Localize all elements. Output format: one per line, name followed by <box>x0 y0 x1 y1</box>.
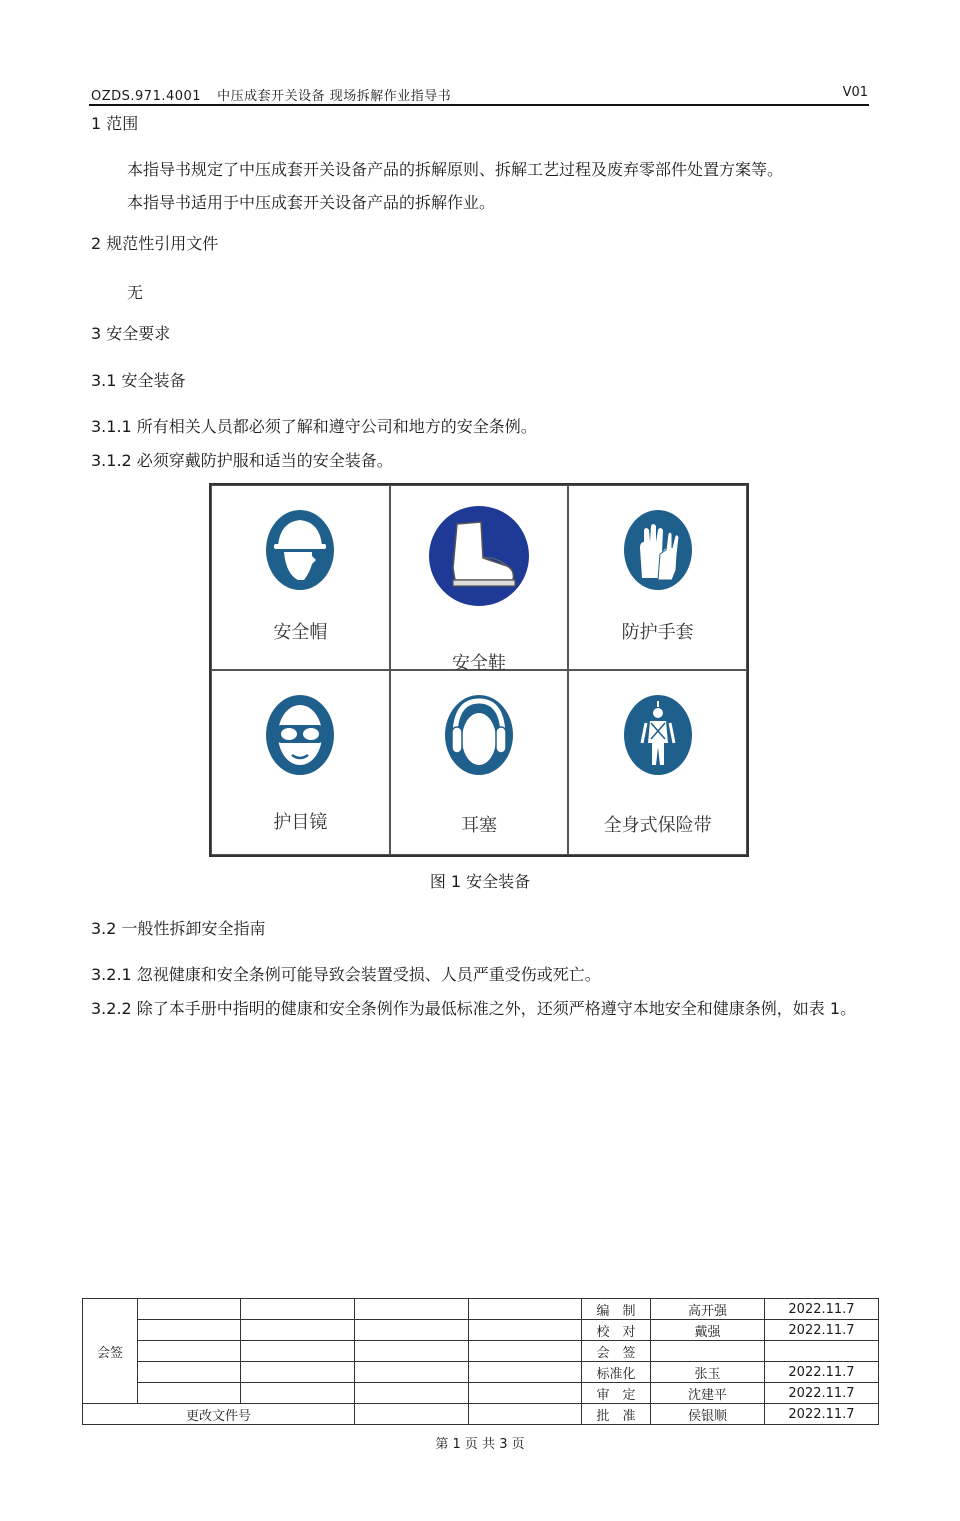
section-3-1-1: 3.1.1 所有相关人员都必须了解和遵守公司和地方的安全条例。 <box>91 417 537 436</box>
harness-icon <box>622 693 694 777</box>
header-rule <box>89 104 869 106</box>
page-number: 第 1 页 共 3 页 <box>435 1437 525 1452</box>
signoff-name: 高开强 <box>651 1299 765 1320</box>
change-doc-label: 更改文件号 <box>83 1404 355 1425</box>
section-3-2-title: 3.2 一般性拆卸安全指南 <box>91 919 266 938</box>
figure-label: 安全帽 <box>273 622 328 643</box>
signoff-name: 张玉 <box>651 1362 765 1383</box>
figure-label: 全身式保险带 <box>603 815 712 836</box>
signoff-role: 会 签 <box>582 1341 651 1362</box>
gloves-icon <box>622 508 694 592</box>
section-3-2-1: 3.2.1 忽视健康和安全条例可能导致会装置受损、人员严重受伤或死亡。 <box>91 965 601 984</box>
signoff-date: 2022.11.7 <box>765 1362 879 1383</box>
section-1-title: 1 范围 <box>91 114 139 133</box>
figure-cell-harness <box>568 670 747 855</box>
countersign-label: 会签 <box>83 1299 138 1404</box>
goggles-icon <box>264 693 336 777</box>
ear-protection-icon <box>443 693 515 777</box>
figure-label: 耳塞 <box>460 815 497 836</box>
section-3-title: 3 安全要求 <box>91 324 171 343</box>
figure-label: 护目镜 <box>273 812 328 833</box>
signoff-date: 2022.11.7 <box>765 1404 879 1425</box>
doc-number: OZDS.971.4001 <box>91 89 202 104</box>
section-3-1-2: 3.1.2 必须穿戴防护服和适当的安全装备。 <box>91 451 393 470</box>
safety-equipment-figure <box>209 483 749 857</box>
figure-caption: 图 1 安全装备 <box>429 872 531 891</box>
figure-cell-safety-boot <box>390 485 569 674</box>
signoff-role: 审 定 <box>582 1383 651 1404</box>
signoff-date: 2022.11.7 <box>765 1299 879 1320</box>
figure-cell-ear-protection <box>390 670 569 855</box>
signoff-date: 2022.11.7 <box>765 1383 879 1404</box>
signoff-name <box>651 1341 765 1362</box>
doc-version: V01 <box>842 85 868 100</box>
signoff-role: 标准化 <box>582 1362 651 1383</box>
figure-cell-hard-hat <box>211 485 390 670</box>
signoff-name: 侯银顺 <box>651 1404 765 1425</box>
section-3-2-2: 3.2.2 除了本手册中指明的健康和安全条例作为最低标准之外，还须严格遵守本地安全和健康条例，如表 1。 <box>91 999 857 1018</box>
signoff-role: 批 准 <box>582 1404 651 1425</box>
signoff-date: 2022.11.7 <box>765 1320 879 1341</box>
doc-title: 中压成套开关设备 现场拆解作业指导书 <box>217 89 452 104</box>
figure-cell-gloves <box>568 485 747 670</box>
section-1-paragraph-2: 本指导书适用于中压成套开关设备产品的拆解作业。 <box>127 193 496 212</box>
signoff-date <box>765 1341 879 1362</box>
section-1-paragraph-1: 本指导书规定了中压成套开关设备产品的拆解原则、拆解工艺过程及废弃零部件处置方案等。 <box>127 160 784 179</box>
figure-label: 安全鞋 <box>451 653 506 674</box>
signoff-name: 沈建平 <box>651 1383 765 1404</box>
signoff-role: 校 对 <box>582 1320 651 1341</box>
signoff-role: 编 制 <box>582 1299 651 1320</box>
figure-label: 防护手套 <box>621 622 694 643</box>
signoff-name: 戴强 <box>651 1320 765 1341</box>
figure-cell-goggles <box>211 670 390 855</box>
doc-header <box>91 85 451 104</box>
signoff-table <box>82 1298 879 1425</box>
safety-boot-icon <box>427 504 531 608</box>
section-2-title: 2 规范性引用文件 <box>91 234 219 253</box>
section-2-paragraph: 无 <box>127 283 144 302</box>
section-3-1-title: 3.1 安全装备 <box>91 371 186 390</box>
hard-hat-icon <box>264 508 336 592</box>
